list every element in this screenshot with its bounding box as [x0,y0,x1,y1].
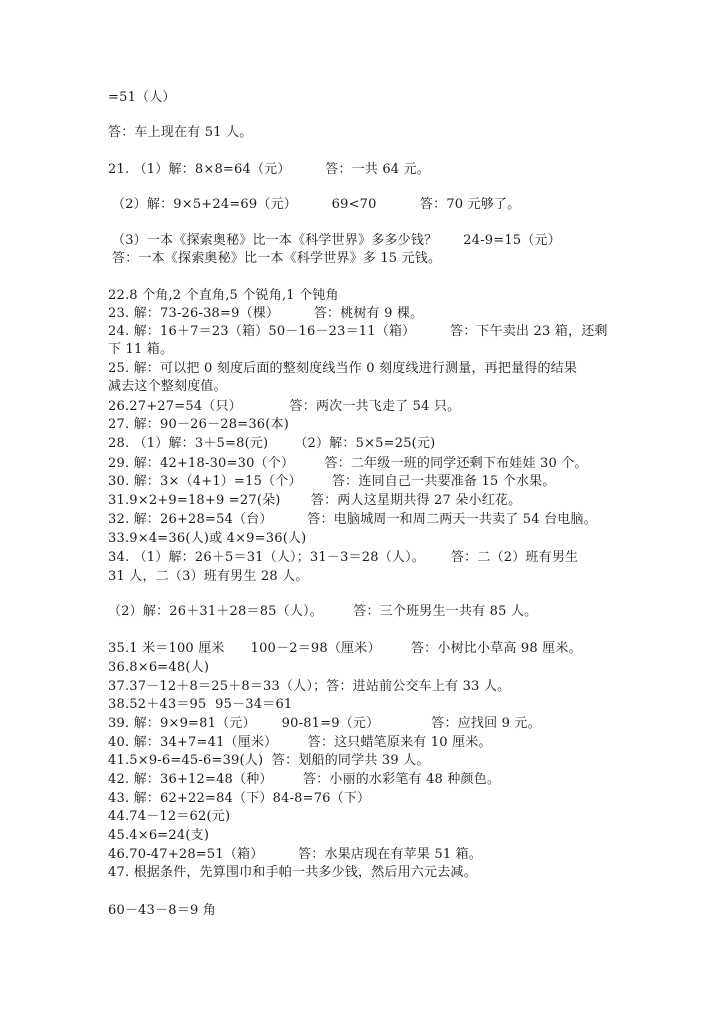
text-line: 45.4×6=24(支) [108,828,210,843]
text-line: 47. 根据条件，先算围巾和手帕一共多少钱，然后用六元去减。 [108,865,477,880]
text-line: 答：车上现在有 51 人。 [108,125,253,140]
text-line: 24. 解：16＋7＝23（箱）50－16－23＝11（箱） 答：下午卖出 23 箱，还剩 [108,324,608,339]
text-line: 44.74－12＝62(元) [108,809,231,824]
text-line: 39. 解：9×9=81（元） 90-81=9（元） 答：应找回 9 元。 [108,716,541,731]
text-line: 31 人，二（3）班有男生 28 人。 [108,569,309,584]
text-line: 38.52＋43＝95 95－34＝61 [108,697,293,712]
text-line: 30. 解：3×（4+1）=15（个） 答：连同自己一共要准备 15 个水果。 [108,474,556,489]
text-line: 23. 解：73-26-38=9（棵） 答：桃树有 9 棵。 [108,306,424,321]
text-line: 答：一本《探索奥秘》比一本《科学世界》多 15 元钱。 [112,251,442,266]
text-line: 33.9×4=36(人)或 4×9=36(人) [108,531,307,546]
text-line: 29. 解：42+18-30=30（个） 答：二年级一班的同学还剩下布娃娃 30 个。 [108,456,588,471]
text-line: 36.8×6=48(人) [108,660,210,675]
text-line: =51（人） [108,90,176,105]
text-line: 42. 解：36+12=48（种） 答：小丽的水彩笔有 48 种颜色。 [108,772,501,787]
text-line: 40. 解：34+7=41（厘米） 答：这只蜡笔原来有 10 厘米。 [108,735,492,750]
text-line: 43. 解：62+22=84（下）84-8=76（下） [108,791,371,806]
text-line: 25. 解：可以把 0 刻度后面的整刻度线当作 0 刻度线进行测量，再把量得的结果 [108,361,578,376]
text-line: 60－43－8＝9 角 [108,903,216,918]
text-line: 37.37－12＋8＝25＋8＝33（人）；答：进站前公交车上有 33 人。 [108,679,511,694]
text-line: 27. 解：90－26－28=36(本) [108,417,290,432]
text-line: 26.27+27=54（只） 答：两次一共飞走了 54 只。 [108,399,461,414]
text-line: （2）解：26＋31＋28＝85（人）。 答：三个班男生一共有 85 人。 [108,604,538,619]
text-line: 46.70-47+28=51（箱） 答：水果店现在有苹果 51 箱。 [108,847,483,862]
text-line: 21. （1）解：8×8=64（元） 答：一共 64 元。 [108,162,431,177]
text-line: 34. （1）解：26＋5＝31（人）；31－3＝28（人）。 答：二（2）班有男生 [108,550,579,565]
text-line: 41.5×9-6=45-6=39(人) 答：划船的同学共 39 人。 [108,753,430,768]
text-line: 减去这个整刻度值。 [108,379,227,394]
text-line: 22.8 个角,2 个直角,5 个锐角,1 个钝角 [108,288,339,303]
text-line: 下 11 箱。 [108,342,174,357]
text-line: 31.9×2+9=18+9 =27(朵) 答：两人这星期共得 27 朵小红花。 [108,493,522,508]
text-line: 28. （1）解：3＋5=8(元) （2）解：5×5=25(元) [108,436,436,451]
text-line: 32. 解：26+28=54（台） 答：电脑城周一和周二两天一共卖了 54 台电脑。 [108,512,597,527]
text-line: （3）一本《探索奥秘》比一本《科学世界》多多少钱？ 24-9=15（元） [112,233,561,248]
text-line: （2）解：9×5+24=69（元） 69<70 答：70 元够了。 [112,197,521,212]
text-line: 35.1 米＝100 厘米 100－2＝98（厘米） 答：小树比小草高 98 厘米。 [108,641,582,656]
